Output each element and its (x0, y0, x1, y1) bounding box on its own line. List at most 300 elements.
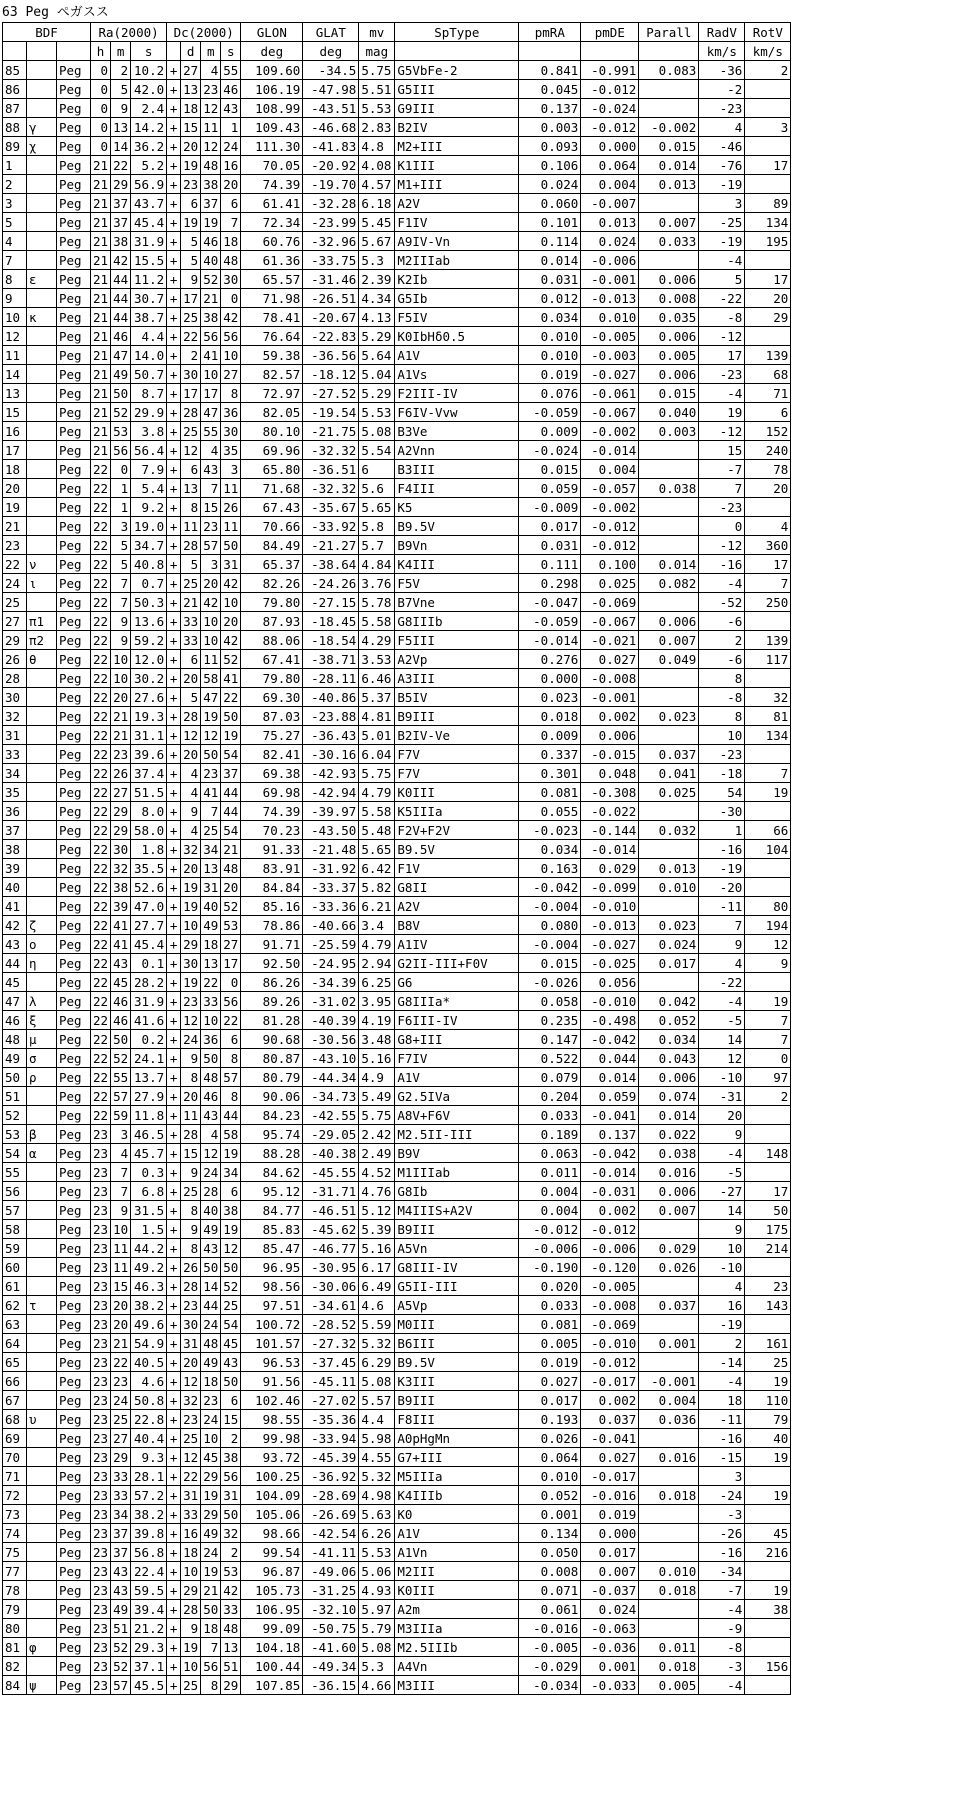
cell-pmra: -0.024 (519, 441, 581, 460)
cell-glon: 96.87 (241, 1562, 303, 1581)
cell-mv: 4.98 (359, 1486, 395, 1505)
cell-bayer (27, 1087, 57, 1106)
cell-ra-m: 2 (111, 61, 131, 80)
cell-dec-s: 25 (221, 1296, 241, 1315)
cell-glon: 72.34 (241, 213, 303, 232)
cell-dec-d: 22 (181, 327, 201, 346)
cell-pmra: 0.045 (519, 80, 581, 99)
cell-glon: 83.91 (241, 859, 303, 878)
cell-glon: 111.30 (241, 137, 303, 156)
unit-header-cell: km/s (745, 42, 791, 61)
cell-glat: -26.51 (303, 289, 359, 308)
cell-dec-s: 45 (221, 1334, 241, 1353)
cell-dec-m: 40 (201, 1201, 221, 1220)
cell-ra-s: 49.6 (131, 1315, 167, 1334)
cell-rotv: 7 (745, 574, 791, 593)
cell-bayer (27, 1486, 57, 1505)
cell-dec-sign: + (167, 346, 181, 365)
cell-ra-s: 0.3 (131, 1163, 167, 1182)
cell-ra-h: 21 (91, 308, 111, 327)
cell-flamsteed: 2 (3, 175, 27, 194)
cell-ra-m: 29 (111, 821, 131, 840)
table-row (3, 422, 791, 441)
cell-dec-s: 56 (221, 1467, 241, 1486)
cell-glon: 82.41 (241, 745, 303, 764)
cell-radv: -16 (699, 1429, 745, 1448)
cell-dec-s: 17 (221, 954, 241, 973)
cell-pmra: 0.061 (519, 1600, 581, 1619)
cell-pmra: 0.033 (519, 1296, 581, 1315)
cell-mv: 4.57 (359, 175, 395, 194)
cell-dec-m: 17 (201, 384, 221, 403)
cell-ra-h: 22 (91, 460, 111, 479)
cell-dec-sign: + (167, 612, 181, 631)
cell-mv: 5.53 (359, 403, 395, 422)
cell-sptype: F6III-IV (395, 1011, 519, 1030)
table-row (3, 1676, 791, 1695)
cell-pmde: -0.042 (581, 1030, 639, 1049)
cell-flamsteed: 56 (3, 1182, 27, 1201)
cell-dec-s: 3 (221, 460, 241, 479)
cell-ra-h: 23 (91, 1201, 111, 1220)
cell-ra-m: 24 (111, 1391, 131, 1410)
cell-dec-m: 56 (201, 327, 221, 346)
cell-rotv: 7 (745, 764, 791, 783)
cell-ra-m: 21 (111, 726, 131, 745)
cell-pmde: -0.024 (581, 99, 639, 118)
cell-glat: -45.62 (303, 1220, 359, 1239)
cell-pmra: 0.010 (519, 346, 581, 365)
cell-glon: 75.27 (241, 726, 303, 745)
cell-dec-d: 15 (181, 118, 201, 137)
cell-rotv: 12 (745, 935, 791, 954)
cell-glon: 67.41 (241, 650, 303, 669)
cell-pmra: 0.301 (519, 764, 581, 783)
cell-dec-m: 48 (201, 1334, 221, 1353)
cell-dec-m: 14 (201, 1277, 221, 1296)
cell-radv: -23 (699, 365, 745, 384)
cell-glat: -38.71 (303, 650, 359, 669)
cell-parallax (639, 1619, 699, 1638)
cell-glon: 69.96 (241, 441, 303, 460)
cell-bayer (27, 1657, 57, 1676)
cell-bayer (27, 1239, 57, 1258)
cell-mv: 2.39 (359, 270, 395, 289)
cell-parallax: 0.038 (639, 1144, 699, 1163)
cell-mv: 4.29 (359, 631, 395, 650)
cell-dec-m: 49 (201, 1353, 221, 1372)
cell-glat: -20.92 (303, 156, 359, 175)
cell-glat: -46.77 (303, 1239, 359, 1258)
cell-dec-sign: + (167, 1600, 181, 1619)
cell-constellation: Peg (57, 137, 91, 156)
cell-pmra: 0.081 (519, 783, 581, 802)
cell-ra-h: 22 (91, 1030, 111, 1049)
cell-constellation: Peg (57, 1600, 91, 1619)
cell-parallax: 0.037 (639, 1296, 699, 1315)
cell-parallax: 0.037 (639, 745, 699, 764)
cell-rotv: 134 (745, 213, 791, 232)
cell-radv: 3 (699, 1467, 745, 1486)
cell-ra-h: 23 (91, 1220, 111, 1239)
cell-pmde: 0.014 (581, 1068, 639, 1087)
cell-dec-s: 11 (221, 479, 241, 498)
cell-pmde: -0.042 (581, 1144, 639, 1163)
cell-radv: -23 (699, 498, 745, 517)
cell-ra-s: 8.0 (131, 802, 167, 821)
cell-parallax (639, 1277, 699, 1296)
cell-sptype: G8III-IV (395, 1258, 519, 1277)
cell-glon: 78.41 (241, 308, 303, 327)
cell-dec-m: 43 (201, 460, 221, 479)
cell-ra-h: 23 (91, 1543, 111, 1562)
cell-dec-d: 17 (181, 384, 201, 403)
cell-sptype: G8II (395, 878, 519, 897)
cell-dec-d: 12 (181, 1448, 201, 1467)
cell-rotv: 110 (745, 1391, 791, 1410)
cell-dec-sign: + (167, 213, 181, 232)
cell-dec-sign: + (167, 555, 181, 574)
cell-flamsteed: 58 (3, 1220, 27, 1239)
cell-dec-d: 5 (181, 232, 201, 251)
cell-mv: 4.08 (359, 156, 395, 175)
cell-radv: -3 (699, 1505, 745, 1524)
cell-glat: -39.97 (303, 802, 359, 821)
cell-radv: -76 (699, 156, 745, 175)
cell-glat: -32.96 (303, 232, 359, 251)
cell-dec-sign: + (167, 783, 181, 802)
cell-pmde: -0.014 (581, 1163, 639, 1182)
cell-radv: 8 (699, 707, 745, 726)
cell-ra-m: 25 (111, 1410, 131, 1429)
cell-glon: 106.19 (241, 80, 303, 99)
cell-flamsteed: 5 (3, 213, 27, 232)
cell-mv: 5.48 (359, 821, 395, 840)
cell-bayer (27, 707, 57, 726)
cell-pmde: -0.063 (581, 1619, 639, 1638)
cell-glon: 99.98 (241, 1429, 303, 1448)
cell-dec-sign: + (167, 232, 181, 251)
cell-rotv: 175 (745, 1220, 791, 1239)
cell-dec-m: 22 (201, 973, 221, 992)
cell-constellation: Peg (57, 1315, 91, 1334)
cell-rotv: 19 (745, 1581, 791, 1600)
cell-sptype: A1V (395, 1068, 519, 1087)
cell-dec-m: 12 (201, 137, 221, 156)
cell-dec-s: 11 (221, 517, 241, 536)
cell-ra-h: 23 (91, 1315, 111, 1334)
cell-ra-h: 21 (91, 346, 111, 365)
cell-mv: 4.9 (359, 1068, 395, 1087)
table-row (3, 99, 791, 118)
cell-parallax (639, 460, 699, 479)
cell-pmde: 0.000 (581, 137, 639, 156)
table-row (3, 1201, 791, 1220)
cell-radv: -22 (699, 973, 745, 992)
cell-pmde: -0.002 (581, 498, 639, 517)
cell-constellation: Peg (57, 612, 91, 631)
table-row (3, 327, 791, 346)
table-row (3, 308, 791, 327)
cell-radv: 17 (699, 346, 745, 365)
cell-radv: -7 (699, 1581, 745, 1600)
cell-ra-m: 44 (111, 289, 131, 308)
cell-bayer: ζ (27, 916, 57, 935)
cell-sptype: A8V+F6V (395, 1106, 519, 1125)
cell-ra-s: 22.4 (131, 1562, 167, 1581)
unit-header-cell: s (221, 42, 241, 61)
cell-ra-m: 14 (111, 137, 131, 156)
cell-flamsteed: 26 (3, 650, 27, 669)
cell-flamsteed: 50 (3, 1068, 27, 1087)
cell-dec-d: 19 (181, 156, 201, 175)
cell-parallax: 0.003 (639, 422, 699, 441)
cell-ra-m: 33 (111, 1467, 131, 1486)
cell-flamsteed: 48 (3, 1030, 27, 1049)
cell-ra-m: 20 (111, 1296, 131, 1315)
cell-parallax (639, 973, 699, 992)
cell-dec-m: 40 (201, 251, 221, 270)
cell-pmra: 0.080 (519, 916, 581, 935)
cell-dec-m: 55 (201, 422, 221, 441)
cell-glat: -31.71 (303, 1182, 359, 1201)
cell-glon: 69.30 (241, 688, 303, 707)
cell-dec-s: 19 (221, 726, 241, 745)
cell-glat: -30.95 (303, 1258, 359, 1277)
cell-dec-d: 11 (181, 517, 201, 536)
cell-radv: 54 (699, 783, 745, 802)
cell-radv: -3 (699, 1657, 745, 1676)
cell-ra-h: 23 (91, 1505, 111, 1524)
cell-pmde: -0.006 (581, 1239, 639, 1258)
table-row (3, 669, 791, 688)
cell-mv: 5.79 (359, 1619, 395, 1638)
cell-glon: 96.53 (241, 1353, 303, 1372)
cell-dec-s: 33 (221, 1600, 241, 1619)
cell-dec-m: 13 (201, 859, 221, 878)
cell-rotv (745, 1676, 791, 1695)
cell-constellation: Peg (57, 1429, 91, 1448)
cell-dec-sign: + (167, 916, 181, 935)
cell-dec-m: 25 (201, 821, 221, 840)
cell-ra-s: 5.4 (131, 479, 167, 498)
cell-dec-m: 29 (201, 1467, 221, 1486)
cell-pmde: -0.991 (581, 61, 639, 80)
cell-dec-m: 52 (201, 270, 221, 289)
cell-parallax: 0.008 (639, 289, 699, 308)
cell-dec-s: 56 (221, 992, 241, 1011)
cell-dec-d: 22 (181, 1467, 201, 1486)
cell-bayer (27, 1258, 57, 1277)
cell-parallax (639, 1524, 699, 1543)
cell-dec-m: 21 (201, 289, 221, 308)
cell-sptype: A1V (395, 346, 519, 365)
cell-pmra: -0.005 (519, 1638, 581, 1657)
cell-pmde: 0.037 (581, 1410, 639, 1429)
cell-dec-sign: + (167, 365, 181, 384)
cell-ra-m: 32 (111, 859, 131, 878)
cell-constellation: Peg (57, 460, 91, 479)
cell-dec-d: 30 (181, 954, 201, 973)
cell-ra-h: 23 (91, 1334, 111, 1353)
cell-glon: 109.60 (241, 61, 303, 80)
cell-sptype: K0III (395, 783, 519, 802)
cell-dec-sign: + (167, 935, 181, 954)
table-row (3, 1581, 791, 1600)
cell-constellation: Peg (57, 992, 91, 1011)
cell-radv: -16 (699, 840, 745, 859)
table-row (3, 441, 791, 460)
cell-dec-s: 42 (221, 1581, 241, 1600)
cell-ra-m: 29 (111, 175, 131, 194)
table-row (3, 460, 791, 479)
cell-ra-m: 57 (111, 1676, 131, 1695)
cell-dec-s: 8 (221, 1087, 241, 1106)
cell-parallax: 0.041 (639, 764, 699, 783)
cell-dec-sign: + (167, 1562, 181, 1581)
cell-radv: 8 (699, 669, 745, 688)
cell-bayer (27, 213, 57, 232)
cell-dec-d: 19 (181, 897, 201, 916)
cell-pmde: -0.005 (581, 327, 639, 346)
cell-glat: -27.52 (303, 384, 359, 403)
cell-rotv: 40 (745, 1429, 791, 1448)
cell-rotv (745, 1619, 791, 1638)
cell-bayer (27, 1106, 57, 1125)
cell-dec-sign: + (167, 1448, 181, 1467)
cell-dec-sign: + (167, 1277, 181, 1296)
cell-flamsteed: 24 (3, 574, 27, 593)
cell-bayer (27, 1334, 57, 1353)
cell-constellation: Peg (57, 80, 91, 99)
cell-mv: 5.64 (359, 346, 395, 365)
cell-constellation: Peg (57, 479, 91, 498)
cell-dec-m: 19 (201, 213, 221, 232)
cell-sptype: A4Vn (395, 1657, 519, 1676)
cell-flamsteed: 23 (3, 536, 27, 555)
cell-ra-m: 41 (111, 916, 131, 935)
cell-glat: -33.36 (303, 897, 359, 916)
cell-ra-h: 22 (91, 555, 111, 574)
cell-glon: 71.98 (241, 289, 303, 308)
cell-pmde: -0.144 (581, 821, 639, 840)
cell-ra-m: 46 (111, 327, 131, 346)
cell-glat: -42.54 (303, 1524, 359, 1543)
cell-dec-d: 5 (181, 555, 201, 574)
cell-dec-sign: + (167, 1619, 181, 1638)
cell-ra-m: 52 (111, 1638, 131, 1657)
cell-mv: 5.49 (359, 1087, 395, 1106)
cell-dec-sign: + (167, 1106, 181, 1125)
cell-dec-sign: + (167, 878, 181, 897)
cell-sptype: B2IV-Ve (395, 726, 519, 745)
cell-parallax: 0.010 (639, 1562, 699, 1581)
cell-radv: -19 (699, 175, 745, 194)
cell-pmra: -0.059 (519, 612, 581, 631)
cell-pmra: 0.522 (519, 1049, 581, 1068)
cell-glat: -19.54 (303, 403, 359, 422)
cell-glat: -21.27 (303, 536, 359, 555)
cell-pmde: 0.006 (581, 726, 639, 745)
cell-rotv: 17 (745, 1182, 791, 1201)
cell-pmra: 0.033 (519, 1106, 581, 1125)
cell-dec-s: 15 (221, 1410, 241, 1429)
cell-dec-sign: + (167, 1543, 181, 1562)
cell-dec-sign: + (167, 1068, 181, 1087)
cell-dec-sign: + (167, 1353, 181, 1372)
cell-pmde: 0.137 (581, 1125, 639, 1144)
cell-glon: 96.95 (241, 1258, 303, 1277)
cell-flamsteed: 74 (3, 1524, 27, 1543)
cell-mv: 5.3 (359, 251, 395, 270)
cell-dec-d: 31 (181, 1334, 201, 1353)
cell-dec-sign: + (167, 479, 181, 498)
cell-sptype: M2III (395, 1562, 519, 1581)
cell-flamsteed: 70 (3, 1448, 27, 1467)
cell-bayer (27, 498, 57, 517)
cell-dec-d: 29 (181, 935, 201, 954)
cell-parallax: 0.006 (639, 1068, 699, 1087)
table-row (3, 346, 791, 365)
cell-ra-s: 45.4 (131, 935, 167, 954)
unit-header-cell (57, 42, 91, 61)
cell-sptype: B9III (395, 1391, 519, 1410)
cell-dec-s: 50 (221, 707, 241, 726)
cell-dec-s: 32 (221, 1524, 241, 1543)
cell-dec-m: 7 (201, 1638, 221, 1657)
cell-mv: 4.84 (359, 555, 395, 574)
cell-constellation: Peg (57, 1372, 91, 1391)
cell-parallax: 0.029 (639, 1239, 699, 1258)
cell-ra-h: 21 (91, 175, 111, 194)
cell-constellation: Peg (57, 802, 91, 821)
cell-dec-m: 46 (201, 232, 221, 251)
cell-dec-s: 26 (221, 498, 241, 517)
cell-ra-s: 34.7 (131, 536, 167, 555)
cell-dec-sign: + (167, 175, 181, 194)
cell-glon: 93.72 (241, 1448, 303, 1467)
cell-constellation: Peg (57, 650, 91, 669)
cell-radv: -8 (699, 308, 745, 327)
cell-dec-s: 1 (221, 118, 241, 137)
cell-glon: 74.39 (241, 175, 303, 194)
cell-sptype: G6 (395, 973, 519, 992)
cell-pmde: 0.013 (581, 213, 639, 232)
cell-dec-sign: + (167, 194, 181, 213)
cell-dec-s: 6 (221, 1391, 241, 1410)
cell-pmde: 0.024 (581, 232, 639, 251)
cell-dec-d: 5 (181, 688, 201, 707)
cell-ra-s: 45.4 (131, 213, 167, 232)
cell-rotv: 50 (745, 1201, 791, 1220)
cell-dec-sign: + (167, 1201, 181, 1220)
cell-sptype: K4IIIb (395, 1486, 519, 1505)
cell-glat: -28.11 (303, 669, 359, 688)
cell-dec-d: 26 (181, 1258, 201, 1277)
cell-pmde: 0.000 (581, 1524, 639, 1543)
column-header-rotv: RotV (745, 23, 791, 42)
cell-ra-h: 23 (91, 1182, 111, 1201)
column-header-sptype: SpType (395, 23, 519, 42)
cell-ra-m: 21 (111, 1334, 131, 1353)
cell-constellation: Peg (57, 688, 91, 707)
cell-ra-h: 21 (91, 194, 111, 213)
cell-ra-h: 22 (91, 745, 111, 764)
cell-ra-m: 52 (111, 1049, 131, 1068)
cell-ra-s: 30.7 (131, 289, 167, 308)
cell-sptype: M2.5II-III (395, 1125, 519, 1144)
cell-pmra: 0.298 (519, 574, 581, 593)
